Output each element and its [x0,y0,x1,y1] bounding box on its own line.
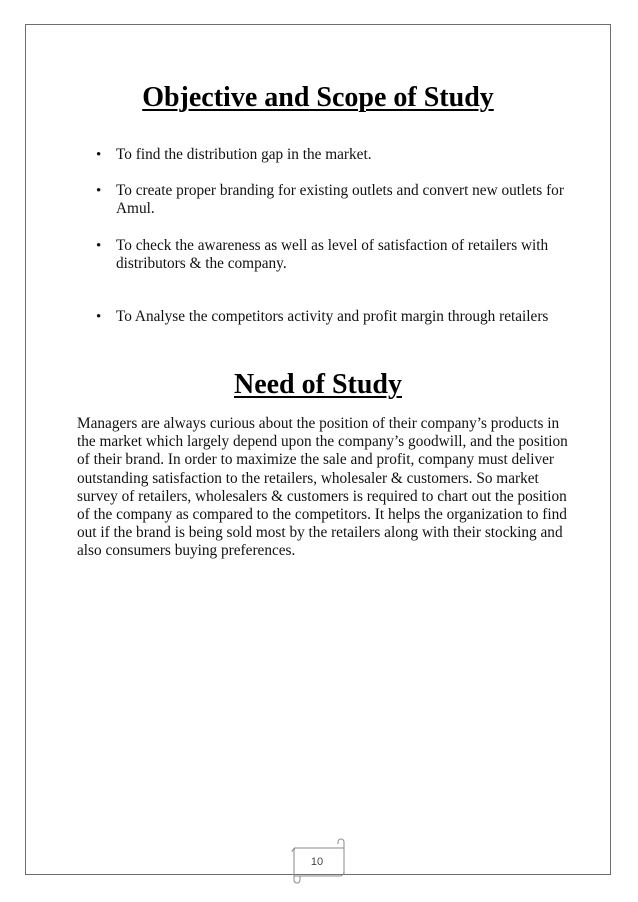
page-number: 10 [310,856,324,868]
bullet-icon: • [96,238,102,254]
bullet-icon: • [96,309,102,325]
need-of-study-paragraph: Managers are always curious about the position of their company’s products in the market which largely depend upon the company’s goodwill, and the position of their brand. In order to maximize the sale and profit, company must deliver outstanding satisfaction to the retailers, wholesaler & customers. So market survey of retailers, wholesalers & customers is required to chart out the position of the company as compared to the competitors. It helps the organization to find out if the brand is being sold most by the retailers along with their stocking and also consumers buying preferences. [77,415,568,560]
objective-list-item [96,308,566,326]
objective-item-text: To create proper branding for existing outlets and convert new outlets for Amul. [116,182,564,217]
objective-list-item [96,182,566,218]
objective-item-text: To check the awareness as well as level of satisfaction of retailers with distributors & the company. [116,237,549,272]
objective-scope-heading: Objective and Scope of Study [142,82,494,113]
objective-item-text: To find the distribution gap in the market. [116,146,372,163]
bullet-icon: • [96,183,102,199]
objective-item-text: To Analyse the competitors activity and profit margin through retailers [116,308,549,325]
objective-list-item [96,146,566,164]
bullet-icon: • [96,147,102,163]
need-of-study-heading: Need of Study [233,369,402,400]
objective-list-item [96,237,566,273]
